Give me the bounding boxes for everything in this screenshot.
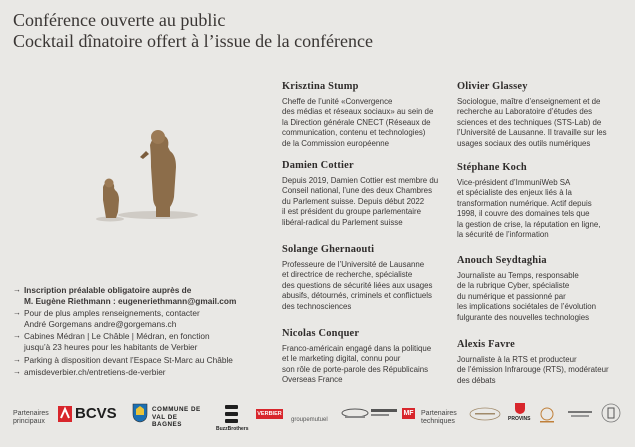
speaker-name: Olivier Glassey <box>457 81 528 92</box>
provins-logo <box>508 402 532 428</box>
speaker-cottier <box>282 160 452 228</box>
bcvs-mark-icon <box>58 406 72 422</box>
speaker-koch <box>457 162 627 240</box>
provins-text: PROVINS <box>508 416 531 422</box>
speaker-bio: Cheffe de l’unité «Convergence des médias et réseaux sociaux» au sein de la Direction générale CNECT (Réseaux de communication, contenu et technologies) de la Commission européenne <box>282 97 434 148</box>
speaker-name: Damien Cottier <box>282 160 354 171</box>
header <box>13 10 373 52</box>
groupe-mutuel-text: groupemutuel <box>291 417 328 423</box>
groupe-mutuel-logo <box>291 408 337 423</box>
speaker-name: Alexis Favre <box>457 339 515 350</box>
speaker-name: Solange Ghernaouti <box>282 244 375 255</box>
speaker-bio: Professeure de l’Université de Lausanne et directrice de recherche, spécialiste des questions de sécurité liées aux usages abusifs, détournés, criminels et conflictuels des technosciences <box>282 260 433 311</box>
info-item-cabins <box>13 331 273 352</box>
arrow-icon: → <box>13 308 21 318</box>
info-item-line-1: Cabines Médran | Le Châble | Médran, en fonction <box>24 331 210 342</box>
info-item-line-1: Pour de plus amples renseignements, contacter <box>24 308 200 319</box>
info-item-contact <box>13 308 273 329</box>
speaker-name: Nicolas Conquer <box>282 328 360 339</box>
speaker-glassey <box>457 81 627 149</box>
speaker-bio: Journaliste à la RTS et producteur de l’émission Infrarouge (RTS), modérateur des débats <box>457 355 609 385</box>
arrow-icon: → <box>13 285 21 294</box>
speaker-stump <box>282 81 452 149</box>
speaker-bio: Sociologue, maître d’enseignement et de recherche au Laboratoire d’études des sciences et des techniques (STS-Lab) de l’Université de Lausanne. Il travaille sur les usages sociaux des outils numériques <box>457 97 607 148</box>
partner-logo-icon <box>370 406 398 420</box>
provins-mark-icon <box>514 402 526 414</box>
coat-of-arms-icon <box>132 403 148 423</box>
arrow-icon: → <box>13 354 21 364</box>
info-item-line-2: jusqu’à 23 heures pour les habitants de Verbier <box>24 341 198 352</box>
verbier-logo <box>256 409 283 419</box>
info-item-line-1: Parking à disposition devant l’Espace St-Marc au Châble <box>24 354 233 365</box>
partner-logo-icon <box>340 406 370 420</box>
info-block <box>13 285 273 380</box>
partners-footer <box>0 398 635 447</box>
speaker-seydtaghia <box>457 255 627 323</box>
header-line-2: Cocktail dînatoire offert à l’issue de la conférence <box>13 31 374 51</box>
speaker-name: Anouch Seydtaghia <box>457 255 547 266</box>
info-item-parking <box>13 355 273 366</box>
verbier-text: VERBIER <box>257 411 282 417</box>
info-item-line-1: Inscription préalable obligatoire auprès de <box>24 285 192 295</box>
buzzbrothers-logo <box>216 404 249 432</box>
speaker-name: Krisztina Stump <box>282 81 359 92</box>
figurines-image <box>88 115 198 225</box>
speaker-bio: Franco-américain engagé dans la politique et le marketing digital, connu pour son rôle de porte-parole des Républicains Overseas France <box>282 344 432 385</box>
arrow-icon: → <box>13 331 21 341</box>
buzz-text: BuzzBrothers <box>216 426 249 432</box>
speaker-name: Stéphane Koch <box>457 162 527 173</box>
tech-partners-label: Partenaires techniques <box>421 410 457 425</box>
main-partners-label: Partenaires principaux <box>13 410 49 425</box>
header-line-1: Conférence ouverte au public <box>13 10 226 30</box>
buzz-mark-icon <box>223 404 241 424</box>
partner-logo-icon <box>537 406 557 424</box>
partner-logo-icon <box>567 407 593 421</box>
bcvs-logo <box>58 405 116 423</box>
partner-logo-icon <box>600 402 622 424</box>
website-link[interactable]: amisdeverbier.ch/entretiens-de-verbier <box>24 367 166 378</box>
mf-logo <box>402 408 415 419</box>
speaker-bio: Depuis 2019, Damien Cottier est membre du Conseil national, l’une des deux Chambres du Parlement suisse. Depuis début 2022 il est président du groupe parlementaire libéral-radical du Parlement suisse <box>282 176 439 227</box>
speaker-ghernaouti <box>282 244 452 312</box>
speaker-bio: Vice-président d’ImmuniWeb SA et spécialiste des enjeux liés à la transformation numérique. Actif depuis 1998, il couvre des domaines tels que la gestion de crise, la réputation en ligne, la sécurité de l’information <box>457 178 601 240</box>
bcvs-text: BCVS <box>75 405 117 422</box>
mf-text: MF <box>403 410 414 417</box>
speaker-bio: Journaliste au Temps, responsable de la rubrique Cyber, spécialiste du numérique et passionné par les implications sociétales de l’évolution fulgurante des nouvelles technologies <box>457 271 597 322</box>
commune-text: COMMUNE DE VAL DE BAGNES <box>152 406 201 428</box>
info-item-line-2[interactable]: M. Eugène Riethmann : eugeneriethmann@gmail.com <box>24 295 237 306</box>
info-item-line-2[interactable]: André Gorgemans andre@gorgemans.ch <box>24 318 177 329</box>
info-item-registration <box>13 285 273 306</box>
speaker-favre <box>457 339 627 386</box>
commune-logo <box>132 403 207 428</box>
arrow-icon: → <box>13 367 21 377</box>
info-item-website[interactable] <box>13 367 273 378</box>
speaker-conquer <box>282 328 452 386</box>
partner-logo-icon <box>467 404 503 424</box>
